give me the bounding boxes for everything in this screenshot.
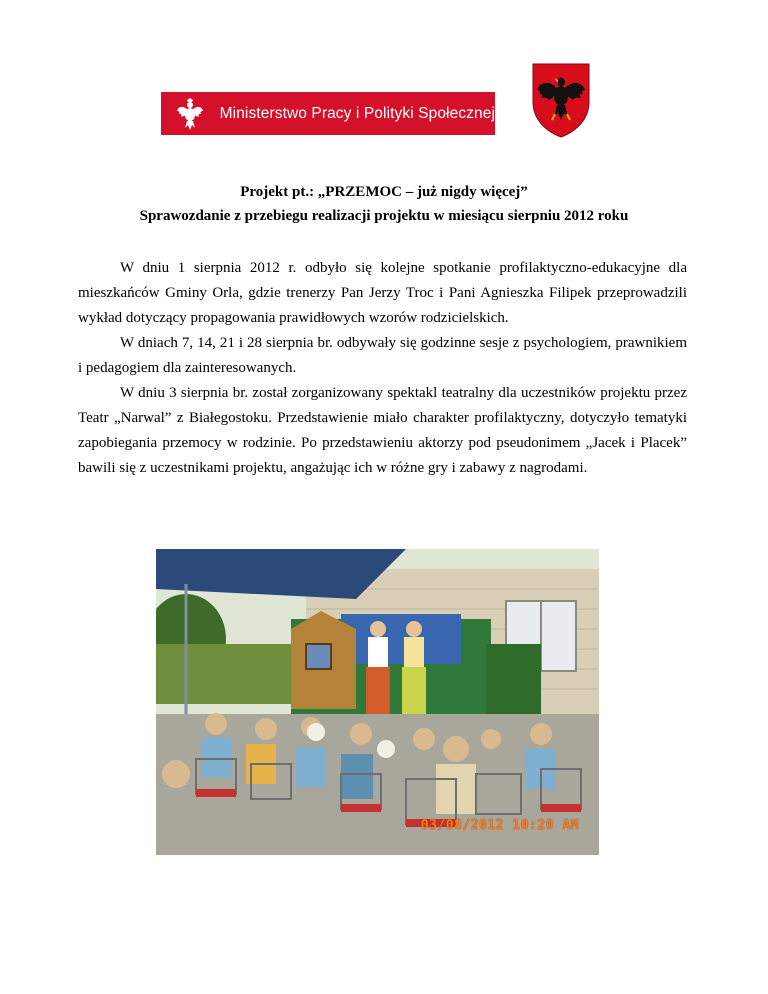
report-paragraph: W dniu 3 sierpnia br. został zorganizowany spektakl teatralny dla uczestników projektu przez Teatr „Narwal” z Białegostoku. Przedstawienie miało charakter profilaktyczny, dotyczyło tematyki zapobiegania przemocy w rodzinie. Po przedstawieniu aktorzy pod pseudonimem „Jacek i Placek” bawili się z uczestnikami projektu, angażując ich w różne gry i zabawy z nagrodami.: [78, 385, 687, 476]
report-paragraph: W dniu 1 sierpnia 2012 r. odbyło się kolejne spotkanie profilaktyczno-edukacyjne dla mieszkańców Gminy Orla, gdzie trenerzy Pan Jerzy Troc i Pani Agnieszka Filipek przeprowadzili wykład dotyczący propagowania prawidłowych wzorów rodzicielskich.: [78, 260, 687, 326]
document-title: Projekt pt.: „PRZEMOC – już nigdy więcej”: [240, 184, 528, 200]
report-paragraph: W dniach 7, 14, 21 i 28 sierpnia br. odbywały się godzinne sesje z psychologiem, prawnikiem i pedagogiem dla zainteresowanych.: [78, 335, 687, 376]
document-subtitle: Sprawozdanie z przebiegu realizacji projektu w miesiącu sierpniu 2012 roku: [139, 208, 629, 224]
white-eagle-icon: [174, 92, 206, 135]
gmina-orla-crest-icon: [527, 62, 595, 138]
photo-timestamp: 03/08/2012 10:20 AM: [420, 818, 579, 833]
ministry-logo-text: Ministerstwo Pracy i Polityki Społecznej: [219, 104, 495, 122]
ministry-logo: [161, 92, 495, 135]
theatre-performance-photo: [156, 549, 599, 855]
